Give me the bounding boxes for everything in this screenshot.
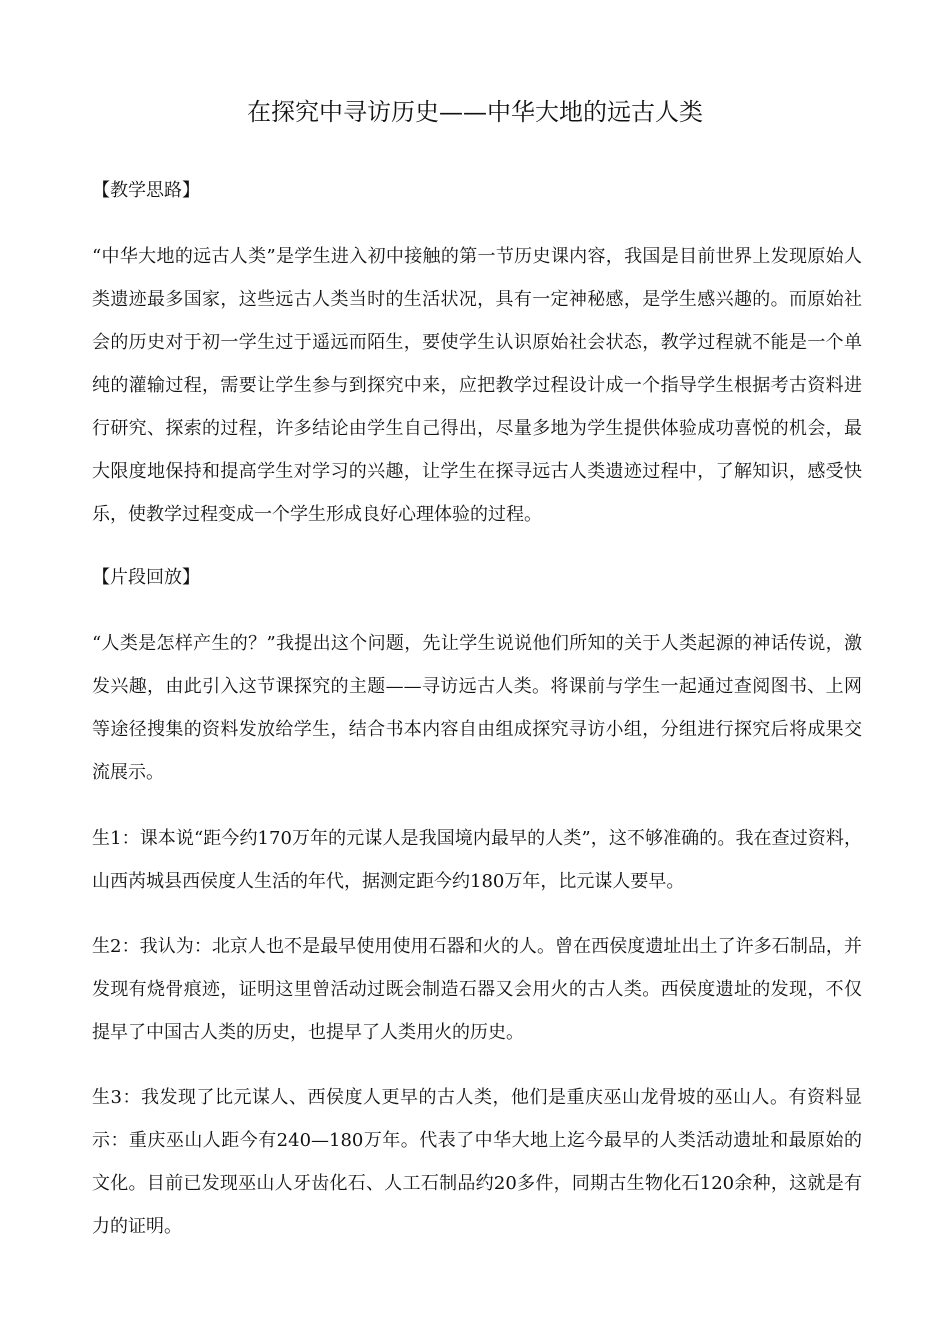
student-response-2: 生2：我认为：北京人也不是最早使用使用石器和火的人。曾在西侯度遗址出土了许多石制品，并发现有烧骨痕迹，证明这里曾活动过既会制造石器又会用火的古人类。西侯度遗址的发现，不仅提早了中国古人类的历史，也提早了人类用火的历史。 xyxy=(92,936,862,1043)
student-response-3: 生3：我发现了比元谋人、西侯度人更早的古人类，他们是重庆巫山龙骨坡的巫山人。有资料显示：重庆巫山人距今有240—180万年。代表了中华大地上迄今最早的人类活动遗址和最原始的文化。目前已发现巫山人牙齿化石、人工石制品约20多件，同期古生物化石120余种，这就是有力的证明。 xyxy=(92,1087,862,1237)
student-response-1: 生1：课本说“距今约170万年的元谋人是我国境内最早的人类”，这不够准确的。我在查过资料，山西芮城县西侯度人生活的年代，据测定距今约180万年，比元谋人要早。 xyxy=(92,828,862,892)
document-title: 在探究中寻访历史——中华大地的远古人类 xyxy=(247,98,703,126)
section-heading-segment-replay: 【片段回放】 xyxy=(92,567,200,588)
paragraph-segment-replay: “人类是怎样产生的？”我提出这个问题，先让学生说说他们所知的关于人类起源的神话传说，激发兴趣，由此引入这节课探究的主题——寻访远古人类。将课前与学生一起通过查阅图书、上网等途径搜集的资料发放给学生，结合书本内容自由组成探究寻访小组，分组进行探究后将成果交流展示。 xyxy=(92,633,862,783)
paragraph-teaching-idea: “中华大地的远古人类”是学生进入初中接触的第一节历史课内容，我国是目前世界上发现原始人类遗迹最多国家，这些远古人类当时的生活状况，具有一定神秘感，是学生感兴趣的。而原始社会的历史对于初一学生过于遥远而陌生，要使学生认识原始社会状态，教学过程就不能是一个单纯的灌输过程，需要让学生参与到探究中来，应把教学过程设计成一个指导学生根据考古资料进行研究、探索的过程，许多结论由学生自己得出，尽量多地为学生提供体验成功喜悦的机会，最大限度地保持和提高学生对学习的兴趣，让学生在探寻远古人类遗迹过程中，了解知识，感受快乐，使教学过程变成一个学生形成良好心理体验的过程。 xyxy=(92,246,862,525)
section-heading-teaching-idea: 【教学思路】 xyxy=(92,180,200,201)
